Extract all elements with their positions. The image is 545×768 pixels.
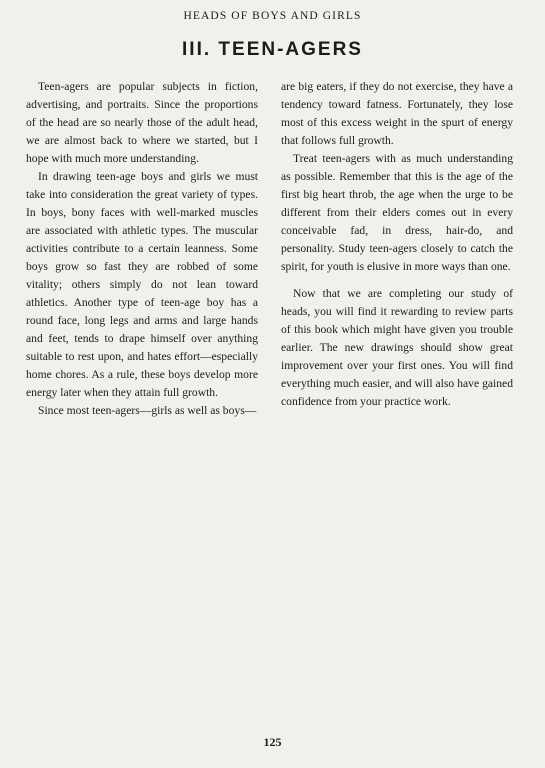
paragraph: Treat teen-agers with as much understanding as possible. Remember that this is the age of the first big heart throb, the age when the urge to be different from their elders comes out in every conceivable fad, in dress, hair-do, and personality. Study teen-agers closely to catch the spirit, for youth is elusive in more ways than one. [281, 152, 513, 273]
chapter-title: III. TEEN-AGERS [182, 39, 363, 60]
paragraph: Teen-agers are popular subjects in fiction, advertising, and portraits. Since the proportions of the head are so nearly those of the adult head, we are almost back to where we started, but I hope with much more understanding. [26, 80, 258, 165]
right-column [281, 78, 513, 411]
paragraph: Since most teen-agers—girls as well as boys— [38, 404, 257, 417]
left-column [26, 78, 258, 420]
paragraph: In drawing teen-age boys and girls we must take into consideration the great variety of types. In boys, bony faces with well-marked muscles are associated with athletic types. The muscular activities contribute to a certain leanness. Some boys grow so fast they are robbed of some vitality; others simply do not lean toward athletics. Another type of teen-age boy has a round face, long legs and arms and large hands and feet, tends to drape himself over anything suitable to rest upon, and hates effort—especially home chores. As a rule, these boys develop more energy later when they attain full growth. [26, 170, 258, 399]
paragraph-continued: are big eaters, if they do not exercise, they have a tendency toward fatness. Fortunately, they lose most of this excess weight in the spurt of energy that follows full growth. [281, 80, 513, 147]
paragraph: Now that we are completing our study of heads, you will find it rewarding to review parts of this book which might have given you trouble earlier. The new drawings should show great improvement over your first ones. You will find everything much easier, and will also have gained confidence from your practice work. [281, 287, 513, 408]
running-head: HEADS OF BOYS AND GIRLS [183, 10, 362, 22]
page-number: 125 [263, 735, 282, 749]
